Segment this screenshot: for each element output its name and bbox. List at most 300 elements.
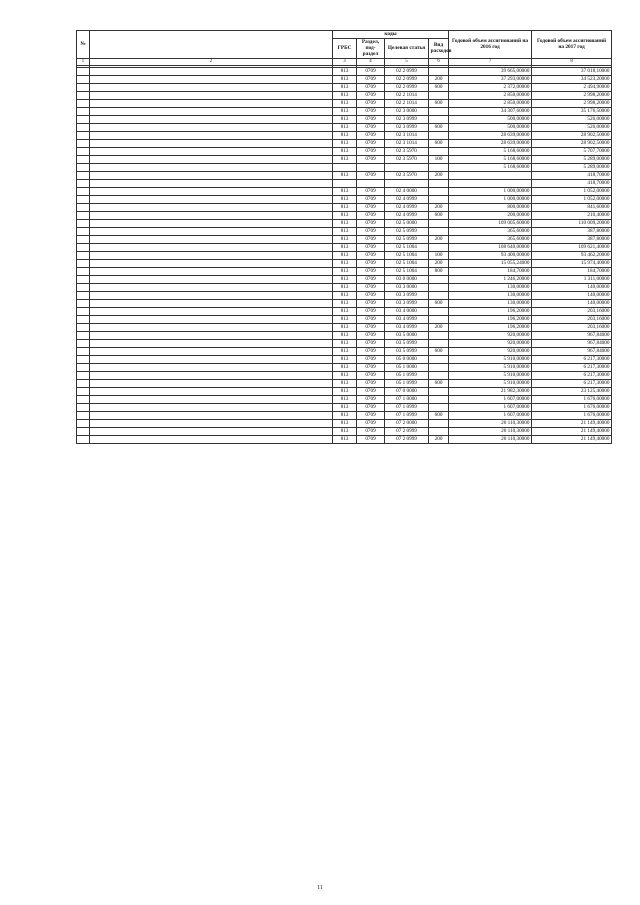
- row-description: [90, 212, 333, 220]
- row-grbs-code: 813: [333, 300, 357, 308]
- row-amount-2016: 500,00000: [449, 116, 532, 124]
- row-amount-2016: [449, 180, 532, 188]
- row-section-code: 0709: [357, 148, 385, 156]
- row-amount-2017: 1 052,00000: [532, 188, 612, 196]
- row-amount-2017: 140,00000: [532, 300, 612, 308]
- row-number-cell: [77, 252, 90, 260]
- row-target-code: 02 4 0999: [385, 204, 429, 212]
- row-target-code: 07 1 0999: [385, 404, 429, 412]
- row-description: [90, 156, 333, 164]
- row-section-code: 0709: [357, 428, 385, 436]
- row-amount-2017: 6 217,30000: [532, 372, 612, 380]
- row-grbs-code: 813: [333, 140, 357, 148]
- row-target-code: 02 3 0999: [385, 124, 429, 132]
- table-body: [77, 66, 612, 444]
- row-amount-2017: 15 974,40000: [532, 260, 612, 268]
- table-row: [77, 348, 612, 356]
- table-row: [77, 140, 612, 148]
- row-amount-2016: 28 639,00000: [449, 140, 532, 148]
- row-section-code: 0709: [357, 380, 385, 388]
- row-section-code: 0709: [357, 308, 385, 316]
- row-amount-2017: 526,00000: [532, 124, 612, 132]
- row-section-code: 0709: [357, 140, 385, 148]
- row-grbs-code: 813: [333, 156, 357, 164]
- row-description: [90, 260, 333, 268]
- row-number-cell: [77, 92, 90, 100]
- row-grbs-code: 813: [333, 92, 357, 100]
- row-amount-2017: 1 676,00000: [532, 412, 612, 420]
- row-expense-type-code: [429, 340, 449, 348]
- row-grbs-code: 813: [333, 244, 357, 252]
- row-grbs-code: 813: [333, 76, 357, 84]
- row-section-code: 0709: [357, 116, 385, 124]
- row-amount-2017: 28 902,50000: [532, 140, 612, 148]
- row-amount-2017: 387,80000: [532, 228, 612, 236]
- row-target-code: 02 2 0999: [385, 68, 429, 76]
- row-target-code: [385, 180, 429, 188]
- row-amount-2017: 37 018,10000: [532, 68, 612, 76]
- row-number-cell: [77, 356, 90, 364]
- row-number-cell: [77, 244, 90, 252]
- row-description: [90, 340, 333, 348]
- row-number-cell: [77, 260, 90, 268]
- row-section-code: 0709: [357, 212, 385, 220]
- table-row: [77, 164, 612, 172]
- row-target-code: 02 3 5970: [385, 156, 429, 164]
- row-grbs-code: 813: [333, 284, 357, 292]
- row-description: [90, 284, 333, 292]
- row-amount-2016: 1 607,00000: [449, 404, 532, 412]
- table-row: [77, 244, 612, 252]
- row-amount-2016: 130,00000: [449, 300, 532, 308]
- row-grbs-code: 813: [333, 372, 357, 380]
- row-amount-2016: 920,00000: [449, 340, 532, 348]
- row-description: [90, 300, 333, 308]
- row-expense-type-code: [429, 220, 449, 228]
- row-amount-2017: 6 217,30000: [532, 356, 612, 364]
- row-grbs-code: 813: [333, 108, 357, 116]
- page-number: 11: [317, 885, 323, 891]
- budget-table: [76, 30, 612, 444]
- table-row: [77, 308, 612, 316]
- row-number-cell: [77, 364, 90, 372]
- row-section-code: [357, 180, 385, 188]
- row-description: [90, 204, 333, 212]
- row-number-cell: [77, 124, 90, 132]
- row-grbs-code: 813: [333, 116, 357, 124]
- row-target-code: 02 5 0000: [385, 220, 429, 228]
- row-amount-2016: 21 982,30000: [449, 388, 532, 396]
- row-expense-type-code: 600: [429, 100, 449, 108]
- row-grbs-code: 813: [333, 364, 357, 372]
- row-target-code: 03 3 0999: [385, 292, 429, 300]
- row-amount-2016: 800,00000: [449, 204, 532, 212]
- row-amount-2017: 1 676,00000: [532, 404, 612, 412]
- row-target-code: 05 1 0999: [385, 372, 429, 380]
- table-row: [77, 236, 612, 244]
- row-amount-2016: 20 110,30000: [449, 428, 532, 436]
- row-expense-type-code: 600: [429, 300, 449, 308]
- row-section-code: 0709: [357, 108, 385, 116]
- row-target-code: 03 4 0999: [385, 316, 429, 324]
- row-amount-2017: 203,16000: [532, 324, 612, 332]
- row-description: [90, 268, 333, 276]
- row-number-cell: [77, 348, 90, 356]
- row-amount-2017: 5 289,00000: [532, 164, 612, 172]
- table-row: [77, 108, 612, 116]
- row-number-cell: [77, 324, 90, 332]
- row-expense-type-code: [429, 108, 449, 116]
- row-grbs-code: 813: [333, 404, 357, 412]
- row-section-code: 0709: [357, 412, 385, 420]
- row-section-code: 0709: [357, 260, 385, 268]
- row-section-code: 0709: [357, 404, 385, 412]
- row-number-cell: [77, 204, 90, 212]
- row-expense-type-code: 600: [429, 348, 449, 356]
- table-row: [77, 428, 612, 436]
- row-amount-2016: 5 168,60000: [449, 164, 532, 172]
- row-amount-2017: 203,16000: [532, 308, 612, 316]
- row-target-code: 07 2 0999: [385, 428, 429, 436]
- row-section-code: 0709: [357, 284, 385, 292]
- row-amount-2017: 140,00000: [532, 292, 612, 300]
- row-target-code: 02 3 5970: [385, 148, 429, 156]
- row-section-code: 0709: [357, 372, 385, 380]
- row-section-code: 0709: [357, 332, 385, 340]
- row-number-cell: [77, 436, 90, 444]
- row-target-code: 02 4 0000: [385, 188, 429, 196]
- row-target-code: 02 3 5970: [385, 172, 429, 180]
- row-amount-2016: 184,70000: [449, 268, 532, 276]
- row-section-code: 0709: [357, 292, 385, 300]
- row-amount-2017: 140,00000: [532, 284, 612, 292]
- row-amount-2017: 2 998,20000: [532, 92, 612, 100]
- row-amount-2016: 37 293,00000: [449, 76, 532, 84]
- row-description: [90, 332, 333, 340]
- row-target-code: 03 0 0000: [385, 276, 429, 284]
- row-amount-2016: 15 055,24000: [449, 260, 532, 268]
- row-expense-type-code: [429, 356, 449, 364]
- row-grbs-code: 813: [333, 428, 357, 436]
- row-section-code: 0709: [357, 124, 385, 132]
- row-number-cell: [77, 268, 90, 276]
- row-grbs-code: [333, 164, 357, 172]
- row-expense-type-code: 600: [429, 412, 449, 420]
- row-amount-2016: 1 246,20000: [449, 276, 532, 284]
- row-section-code: 0709: [357, 396, 385, 404]
- row-amount-2016: 1 607,00000: [449, 412, 532, 420]
- row-number-cell: [77, 212, 90, 220]
- table-row: [77, 388, 612, 396]
- table-row: [77, 260, 612, 268]
- row-amount-2017: 1 311,00000: [532, 276, 612, 284]
- table-row: [77, 292, 612, 300]
- row-expense-type-code: [429, 364, 449, 372]
- row-grbs-code: 813: [333, 332, 357, 340]
- row-amount-2017: 526,00000: [532, 116, 612, 124]
- row-target-code: [385, 164, 429, 172]
- row-number-cell: [77, 412, 90, 420]
- row-expense-type-code: [429, 404, 449, 412]
- row-section-code: 0709: [357, 228, 385, 236]
- row-description: [90, 180, 333, 188]
- row-target-code: 02 5 0999: [385, 236, 429, 244]
- row-amount-2017: 5 289,00000: [532, 156, 612, 164]
- row-section-code: 0709: [357, 84, 385, 92]
- header-amount-2017: Годовой объем ассигнований на 2017 год: [532, 31, 612, 59]
- row-amount-2017: 387,80000: [532, 236, 612, 244]
- row-amount-2016: 28 639,00000: [449, 132, 532, 140]
- row-number-cell: [77, 180, 90, 188]
- row-section-code: [357, 164, 385, 172]
- row-expense-type-code: [429, 316, 449, 324]
- row-section-code: 0709: [357, 252, 385, 260]
- row-description: [90, 404, 333, 412]
- table-row: [77, 188, 612, 196]
- row-amount-2016: 130,00000: [449, 284, 532, 292]
- row-amount-2017: 203,16000: [532, 316, 612, 324]
- row-grbs-code: 813: [333, 268, 357, 276]
- header-grbs: ГРБС: [333, 39, 357, 59]
- row-number-cell: [77, 84, 90, 92]
- table-row: [77, 316, 612, 324]
- row-grbs-code: 813: [333, 308, 357, 316]
- row-description: [90, 428, 333, 436]
- row-description: [90, 308, 333, 316]
- row-amount-2017: 28 902,50000: [532, 132, 612, 140]
- row-description: [90, 364, 333, 372]
- row-amount-2016: 5 910,00000: [449, 380, 532, 388]
- row-number-cell: [77, 276, 90, 284]
- row-grbs-code: 813: [333, 292, 357, 300]
- row-amount-2017: 109 621,40000: [532, 244, 612, 252]
- row-number-cell: [77, 372, 90, 380]
- row-target-code: 02 5 1004: [385, 252, 429, 260]
- table-row: [77, 92, 612, 100]
- row-target-code: 02 4 0999: [385, 212, 429, 220]
- table-row: [77, 276, 612, 284]
- row-expense-type-code: [429, 180, 449, 188]
- row-description: [90, 276, 333, 284]
- row-expense-type-code: [429, 420, 449, 428]
- row-expense-type-code: [429, 284, 449, 292]
- table-row: [77, 356, 612, 364]
- row-amount-2016: 365,60000: [449, 236, 532, 244]
- row-number-cell: [77, 236, 90, 244]
- table-row: [77, 436, 612, 444]
- row-expense-type-code: 800: [429, 268, 449, 276]
- row-amount-2016: [449, 172, 532, 180]
- row-expense-type-code: 200: [429, 76, 449, 84]
- row-target-code: 02 5 0999: [385, 228, 429, 236]
- table-row: [77, 124, 612, 132]
- row-description: [90, 356, 333, 364]
- row-expense-type-code: 200: [429, 236, 449, 244]
- table-row: [77, 148, 612, 156]
- header-target-article: Целевая статья: [385, 39, 429, 59]
- row-number-cell: [77, 164, 90, 172]
- header-number: №: [77, 31, 90, 59]
- table-row: [77, 100, 612, 108]
- row-amount-2017: 967,84000: [532, 348, 612, 356]
- row-target-code: 05 0 0000: [385, 356, 429, 364]
- table-row: [77, 68, 612, 76]
- row-grbs-code: 813: [333, 260, 357, 268]
- row-expense-type-code: 200: [429, 324, 449, 332]
- row-target-code: 03 5 0999: [385, 348, 429, 356]
- column-number: 6: [429, 59, 449, 66]
- row-target-code: 07 0 0000: [385, 388, 429, 396]
- row-number-cell: [77, 68, 90, 76]
- row-amount-2016: 200,00000: [449, 212, 532, 220]
- row-amount-2017: 21 149,40000: [532, 420, 612, 428]
- row-grbs-code: 813: [333, 316, 357, 324]
- table-row: [77, 116, 612, 124]
- row-amount-2017: 418,70000: [532, 180, 612, 188]
- row-target-code: 02 5 1004: [385, 260, 429, 268]
- row-grbs-code: 813: [333, 340, 357, 348]
- row-expense-type-code: [429, 228, 449, 236]
- table-row: [77, 332, 612, 340]
- row-section-code: 0709: [357, 316, 385, 324]
- row-description: [90, 292, 333, 300]
- row-amount-2016: 2 850,00000: [449, 100, 532, 108]
- row-description: [90, 396, 333, 404]
- column-number: 3: [333, 59, 357, 66]
- row-expense-type-code: [429, 276, 449, 284]
- row-description: [90, 124, 333, 132]
- row-amount-2016: 5 168,60000: [449, 156, 532, 164]
- row-description: [90, 420, 333, 428]
- row-number-cell: [77, 116, 90, 124]
- row-expense-type-code: [429, 148, 449, 156]
- row-expense-type-code: [429, 188, 449, 196]
- row-amount-2016: 2 850,00000: [449, 92, 532, 100]
- row-amount-2017: 841,60000: [532, 204, 612, 212]
- column-number: 5: [385, 59, 429, 66]
- row-grbs-code: 813: [333, 188, 357, 196]
- row-amount-2017: 418,70000: [532, 172, 612, 180]
- row-grbs-code: 813: [333, 172, 357, 180]
- table-row: [77, 268, 612, 276]
- row-amount-2017: 21 149,40000: [532, 428, 612, 436]
- table-row: [77, 180, 612, 188]
- row-target-code: 02 3 1014: [385, 132, 429, 140]
- row-number-cell: [77, 284, 90, 292]
- row-expense-type-code: 100: [429, 252, 449, 260]
- table-row: [77, 404, 612, 412]
- row-section-code: 0709: [357, 204, 385, 212]
- row-expense-type-code: 200: [429, 172, 449, 180]
- row-number-cell: [77, 300, 90, 308]
- row-description: [90, 252, 333, 260]
- row-grbs-code: 813: [333, 252, 357, 260]
- table-row: [77, 84, 612, 92]
- table-row: [77, 220, 612, 228]
- row-grbs-code: 813: [333, 196, 357, 204]
- row-amount-2016: 1 000,00000: [449, 196, 532, 204]
- row-number-cell: [77, 148, 90, 156]
- table-row: [77, 212, 612, 220]
- row-grbs-code: 813: [333, 420, 357, 428]
- row-grbs-code: 813: [333, 100, 357, 108]
- row-number-cell: [77, 132, 90, 140]
- row-description: [90, 388, 333, 396]
- table-row: [77, 364, 612, 372]
- row-description: [90, 148, 333, 156]
- row-section-code: 0709: [357, 100, 385, 108]
- row-number-cell: [77, 332, 90, 340]
- row-expense-type-code: [429, 244, 449, 252]
- row-target-code: 02 3 1014: [385, 140, 429, 148]
- row-amount-2017: 184,70000: [532, 268, 612, 276]
- row-amount-2017: 23 125,40000: [532, 388, 612, 396]
- table-row: [77, 380, 612, 388]
- row-description: [90, 76, 333, 84]
- row-section-code: 0709: [357, 188, 385, 196]
- header-description: [90, 31, 333, 59]
- row-number-cell: [77, 292, 90, 300]
- row-grbs-code: 813: [333, 412, 357, 420]
- row-amount-2016: 130,00000: [449, 292, 532, 300]
- row-number-cell: [77, 308, 90, 316]
- row-number-cell: [77, 108, 90, 116]
- row-amount-2016: 196,20000: [449, 316, 532, 324]
- row-section-code: 0709: [357, 132, 385, 140]
- row-number-cell: [77, 140, 90, 148]
- row-description: [90, 244, 333, 252]
- row-number-cell: [77, 404, 90, 412]
- row-description: [90, 108, 333, 116]
- row-section-code: 0709: [357, 356, 385, 364]
- row-grbs-code: 813: [333, 132, 357, 140]
- row-target-code: 02 3 0000: [385, 108, 429, 116]
- table-row: [77, 396, 612, 404]
- row-amount-2016: 34 307,60000: [449, 108, 532, 116]
- table-row: [77, 252, 612, 260]
- row-amount-2017: 110 009,20000: [532, 220, 612, 228]
- row-section-code: 0709: [357, 172, 385, 180]
- row-amount-2017: 93 462,20000: [532, 252, 612, 260]
- row-amount-2016: 5 910,00000: [449, 364, 532, 372]
- table-row: [77, 324, 612, 332]
- row-expense-type-code: [429, 332, 449, 340]
- row-amount-2016: 93 400,00000: [449, 252, 532, 260]
- row-amount-2016: 196,20000: [449, 308, 532, 316]
- row-amount-2017: 1 052,00000: [532, 196, 612, 204]
- row-grbs-code: 813: [333, 148, 357, 156]
- row-expense-type-code: [429, 372, 449, 380]
- row-section-code: 0709: [357, 340, 385, 348]
- row-amount-2016: 39 665,00000: [449, 68, 532, 76]
- row-target-code: 02 4 0999: [385, 196, 429, 204]
- row-expense-type-code: [429, 308, 449, 316]
- row-expense-type-code: [429, 428, 449, 436]
- row-grbs-code: [333, 180, 357, 188]
- row-amount-2016: 108 640,00000: [449, 244, 532, 252]
- table-row: [77, 76, 612, 84]
- row-description: [90, 92, 333, 100]
- row-grbs-code: 813: [333, 396, 357, 404]
- table-row: [77, 340, 612, 348]
- table-row: [77, 412, 612, 420]
- row-section-code: 0709: [357, 436, 385, 444]
- row-amount-2016: 5 168,60000: [449, 148, 532, 156]
- row-number-cell: [77, 388, 90, 396]
- row-description: [90, 324, 333, 332]
- row-amount-2016: 2 372,00000: [449, 84, 532, 92]
- row-section-code: 0709: [357, 348, 385, 356]
